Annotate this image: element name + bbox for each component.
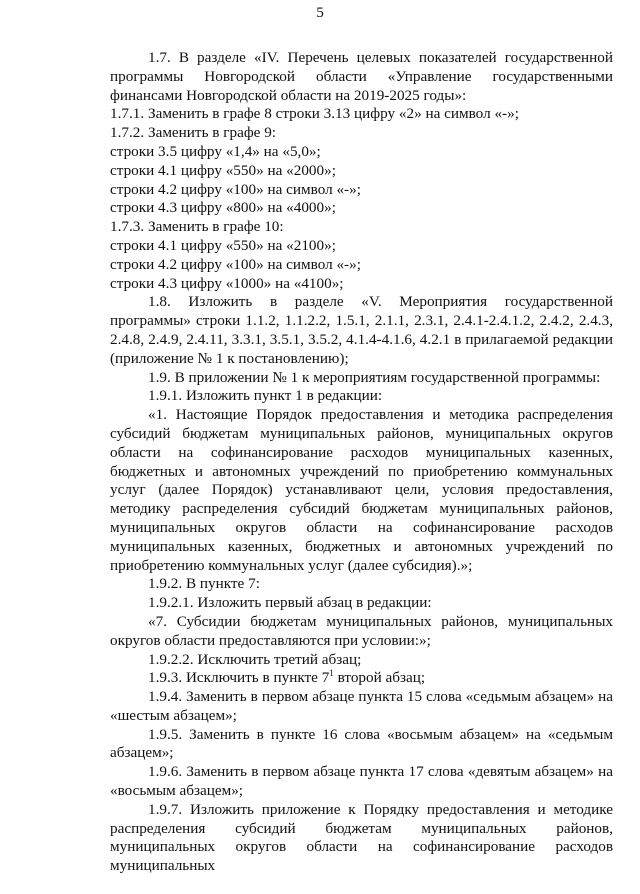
paragraph-1-8: 1.8. Изложить в разделе «V. Мероприятия государственной программы» строки 1.1.2, 1.1.2.2, 1.5.1, 2.1.1, 2.3.1, 2.4.1-2.4.1.2, 2.4.2, 2.4.3, 2.4.8, 2.4.9, 2.4.11, 3.3.1, 3.5.1, 3.5.2, 4.1.4-4.1.6, 4.2.1 в прилагаемой редакции (приложение № 1 к постановлению); — [110, 293, 613, 367]
paragraph-1-7-2: 1.7.2. Заменить в графе 9: — [110, 124, 277, 142]
paragraph-1-9-3-tail: второй абзац; — [333, 669, 426, 687]
paragraph-1-9-3-text: 1.9.3. Исключить в пункте 7 — [148, 669, 330, 687]
paragraph-1-7-3: 1.7.3. Заменить в графе 10: — [110, 218, 284, 236]
paragraph-line: строки 4.2 цифру «100» на символ «-»; — [110, 180, 361, 198]
paragraph-1-9-2-2: 1.9.2.2. Исключить третий абзац; — [148, 650, 362, 668]
page-number: 5 — [316, 4, 324, 21]
paragraph-1-9-5: 1.9.5. Заменить в пункте 16 слова «восьмым абзацем» на «седьмым абзацем»; — [110, 725, 613, 762]
paragraph-quote-7: «7. Субсидии бюджетам муниципальных районов, муниципальных округов области предоставляются при условии:»; — [110, 612, 613, 649]
paragraph-line: строки 4.1 цифру «550» на «2100»; — [110, 236, 336, 254]
superscript-mark: 1 — [329, 668, 334, 679]
paragraph-1-9-2: 1.9.2. В пункте 7: — [148, 575, 260, 593]
paragraph-1-9-7: 1.9.7. Изложить приложение к Порядку предоставления и методике распределения субсидий бюджетам муниципальных районов, муниципальных округов области на софинансирование расходов муниципальных — [110, 800, 613, 875]
paragraph-1-9-1: 1.9.1. Изложить пункт 1 в редакции: — [148, 387, 383, 405]
paragraph-quote-1: «1. Настоящие Порядок предоставления и методика распределения субсидий бюджетам муниципальных районов, муниципальных округов области на софинансирование расходов муниципальных казенных, бюджетных и автономных учреждений по приобретению коммунальных услуг (далее Порядок) устанавливают цели, условия предоставления, методику распределения субсидий бюджетам муниципальных районов, муниципальных округов области на софинансирование расходов муниципальных казенных, бюджетных и автономных учреждений по приобретению коммунальных услуг (далее субсидия).»; — [110, 406, 613, 574]
paragraph-1-7: 1.7. В разделе «IV. Перечень целевых показателей государственной программы Новгородской области «Управление государственными финансами Новгородской области на 2019-2025 годы»: — [110, 49, 613, 104]
document-body — [110, 49, 613, 876]
paragraph-line: строки 4.3 цифру «1000» на «4100»; — [110, 274, 344, 292]
paragraph-1-7-1: 1.7.1. Заменить в графе 8 строки 3.13 цифру «2» на символ «-»; — [110, 105, 519, 123]
paragraph-line: строки 4.1 цифру «550» на «2000»; — [110, 161, 336, 179]
paragraph-1-9-6: 1.9.6. Заменить в первом абзаце пункта 17 слова «девятым абзацем» на «восьмым абзацем»; — [110, 763, 613, 800]
paragraph-line: строки 3.5 цифру «1,4» на «5,0»; — [110, 142, 321, 160]
paragraph-1-9-3 — [110, 669, 613, 688]
paragraph-line: строки 4.3 цифру «800» на «4000»; — [110, 199, 336, 217]
paragraph-1-9: 1.9. В приложении № 1 к мероприятиям государственной программы: — [148, 368, 601, 386]
paragraph-line: строки 4.2 цифру «100» на символ «-»; — [110, 255, 361, 273]
paragraph-1-9-4: 1.9.4. Заменить в первом абзаце пункта 15 слова «седьмым абзацем» на «шестым абзацем»; — [110, 688, 613, 724]
paragraph-1-9-2-1: 1.9.2.1. Изложить первый абзац в редакции: — [148, 594, 432, 612]
